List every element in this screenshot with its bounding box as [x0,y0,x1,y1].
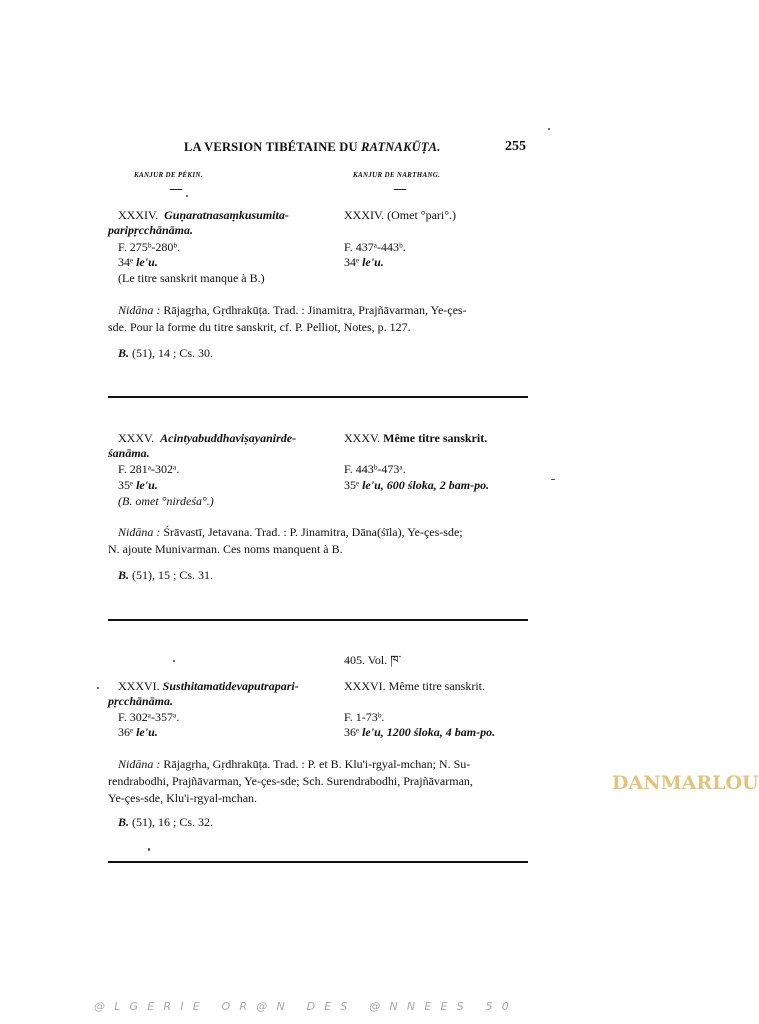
footer-watermark: @LGERIE OR@N DES @NNEES 50 [94,1000,518,1013]
entry-title-left-cont: paripṛcchānāma. [108,223,194,237]
entry-title-left: XXXIV. Guṇaratnasaṃkusumita- [118,208,289,222]
note-left: (Le titre sanskrit manque à B.) [118,271,265,285]
running-title [184,140,441,155]
nidana-paragraph: Nidāna : Rājagṛha, Gṛdhrakūṭa. Trad. : P. et B. Klu'i-rgyal-mchan; N. Su- rendrabodhi, Prajñāvarman, Ye-çes-sde; Sch. Surendrabodhi, Prajñāvarman, Ye-çes-sde, Klu'i-rgyal-mchan. [108,757,473,805]
leu-left: 34ᵉ le'u. [118,255,158,269]
nidana-paragraph: Nidāna : Rājagṛha, Gṛdhrakūṭa. Trad. : Jinamitra, Prajñāvarman, Ye-çes- sde. Pour la forme du titre sanskrit, cf. P. Pelliot, Notes, p. 127. [108,303,467,334]
folio-left: F. 275ᵇ-280ᵇ. [118,240,181,254]
entry-title-left-cont: pṛcchānāma. [108,694,174,708]
running-title-plain: LA VERSION TIBÉTAINE DU [184,140,362,154]
entry-title-right: XXXIV. (Omet °pari°.) [344,208,457,222]
running-title-italic: RATNAKŪṬA. [361,140,441,154]
entry-title-left: XXXVI. Susthitamatidevaputrapari- [118,679,299,693]
entry-title-right: XXXV. Même titre sanskrit. [344,431,488,445]
reference-line: B. (51), 16 ; Cs. 32. [118,815,214,829]
section-rule [108,619,528,621]
page-number: 255 [505,139,526,154]
leu-right: 36ᵉ le'u, 1200 śloka, 4 bam-po. [344,725,496,739]
scan-speck [186,195,188,197]
section-rule [108,396,528,398]
entry-title-left: XXXV. Acintyabuddhaviṣayanirde- [118,431,297,445]
leu-left: 35ᵉ le'u. [118,478,158,492]
entry-title-right: XXXVI. Même titre sanskrit. [344,679,485,693]
scan-speck [148,848,150,851]
leu-right: 35ᵉ le'u, 600 śloka, 2 bam-po. [344,478,490,492]
scan-speck [551,479,555,480]
folio-right: F. 437ᵃ-443ᵇ. [344,240,406,254]
heading-dash-left [170,189,182,190]
scan-speck [548,128,550,130]
folio-left: F. 302ᵃ-357ᵃ. [118,710,180,724]
column-heading-left: KANJUR DE PÉKIN. [134,171,203,179]
scan-speck [173,660,175,662]
nidana-paragraph: Nidāna : Śrāvastī, Jetavana. Trad. : P. Jinamitra, Dāna(śīla), Ye-çes-sde; N. ajoute Munivarman. Ces noms manquent à B. [108,525,463,556]
leu-right: 34ᵉ le'u. [344,255,384,269]
folio-left: F. 281ᵃ-302ᵃ. [118,462,180,476]
section-rule [108,861,528,863]
reference-line: B. (51), 15 ; Cs. 31. [118,568,214,582]
column-heading-right: KANJUR DE NARTHANG. [353,171,441,179]
reference-line: B. (51), 14 ; Cs. 30. [118,346,214,360]
heading-dash-right [394,189,406,190]
leu-left: 36ᵉ le'u. [118,725,158,739]
entry-title-left-cont: śanāma. [108,446,150,460]
scan-speck [97,687,99,689]
watermark-stamp: DANMARLOU [612,772,759,794]
volume-marker: 405. Vol. ཁ་ [344,653,402,667]
note-left: (B. omet °nirdeśa°.) [118,494,214,508]
folio-right: F. 443ᵇ-473ᵃ. [344,462,406,476]
folio-right: F. 1-73ᵇ. [344,710,385,724]
